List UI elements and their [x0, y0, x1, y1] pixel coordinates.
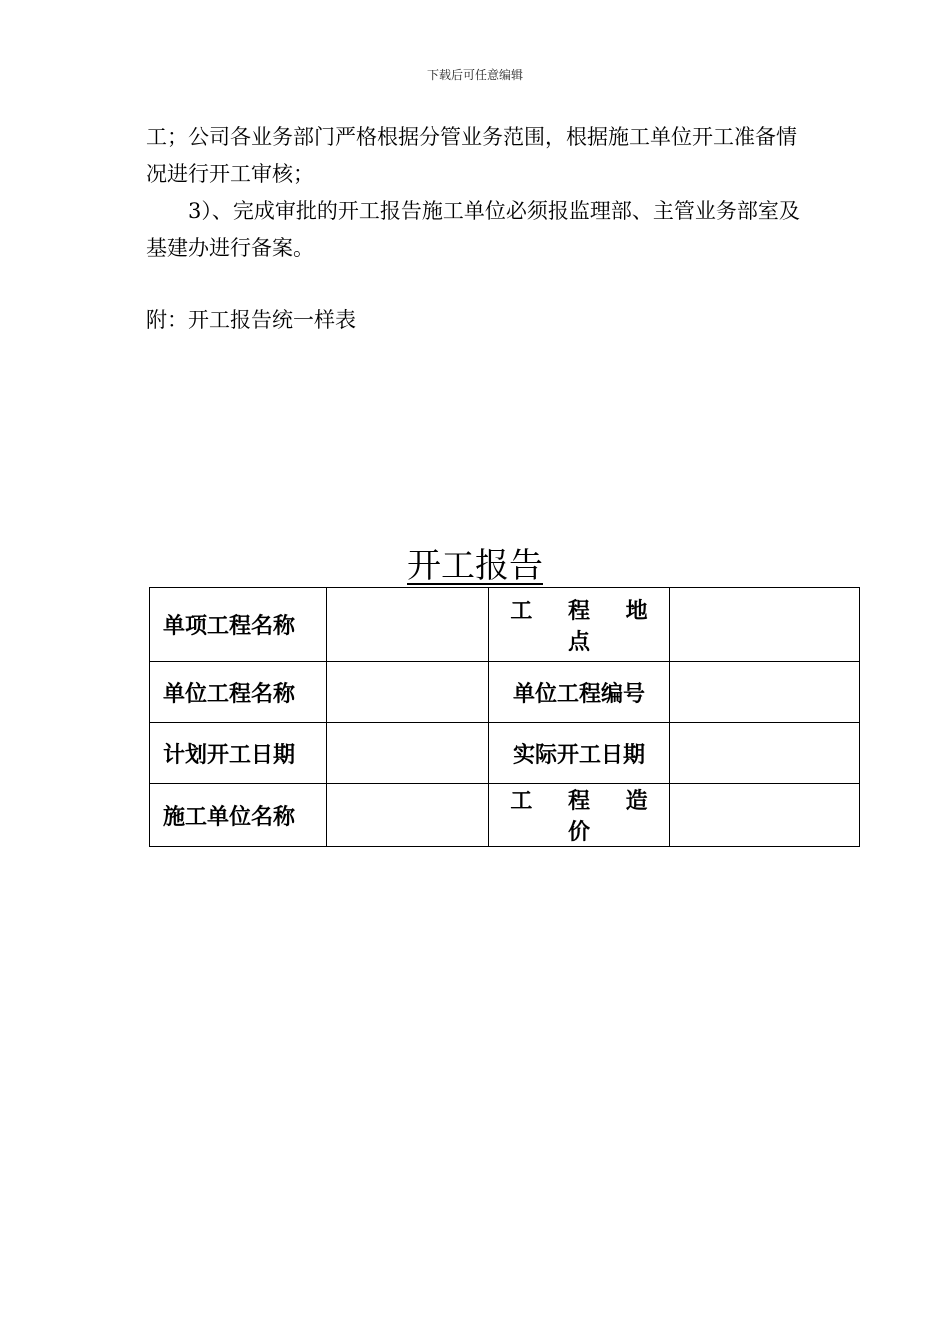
table-row [150, 588, 860, 662]
label-planned-start-date: 计划开工日期 [150, 723, 327, 784]
label-contractor-name: 施工单位名称 [150, 784, 327, 847]
page-header-note: 下载后可任意编辑 [426, 68, 523, 82]
label-project-location: 工 程 地 点 [489, 588, 670, 662]
value-actual-start-date[interactable] [670, 723, 860, 784]
value-unit-project-name[interactable] [327, 662, 489, 723]
table-row [150, 784, 860, 847]
attachment-note: 附：开工报告统一样表 [146, 308, 356, 332]
start-report-table [149, 587, 860, 847]
value-project-cost[interactable] [670, 784, 860, 847]
value-sub-project-name[interactable] [327, 588, 489, 662]
value-unit-project-number[interactable] [670, 662, 860, 723]
label-unit-project-number: 单位工程编号 [489, 662, 670, 723]
table-row [150, 662, 860, 723]
report-title: 开工报告 [407, 546, 543, 586]
paragraph-approval-review: 工；公司各业务部门严格根据分管业务范围，根据施工单位开工准备情况进行开工审核； [146, 125, 797, 186]
label-actual-start-date: 实际开工日期 [489, 723, 670, 784]
paragraph-filing-requirement: 3）、完成审批的开工报告施工单位必须报监理部、主管业务部室及基建办进行备案。 [146, 199, 800, 260]
label-sub-project-name: 单项工程名称 [150, 588, 327, 662]
value-project-location[interactable] [670, 588, 860, 662]
value-planned-start-date[interactable] [327, 723, 489, 784]
label-unit-project-name: 单位工程名称 [150, 662, 327, 723]
value-contractor-name[interactable] [327, 784, 489, 847]
label-project-cost: 工 程 造 价 [489, 784, 670, 847]
table-row [150, 723, 860, 784]
